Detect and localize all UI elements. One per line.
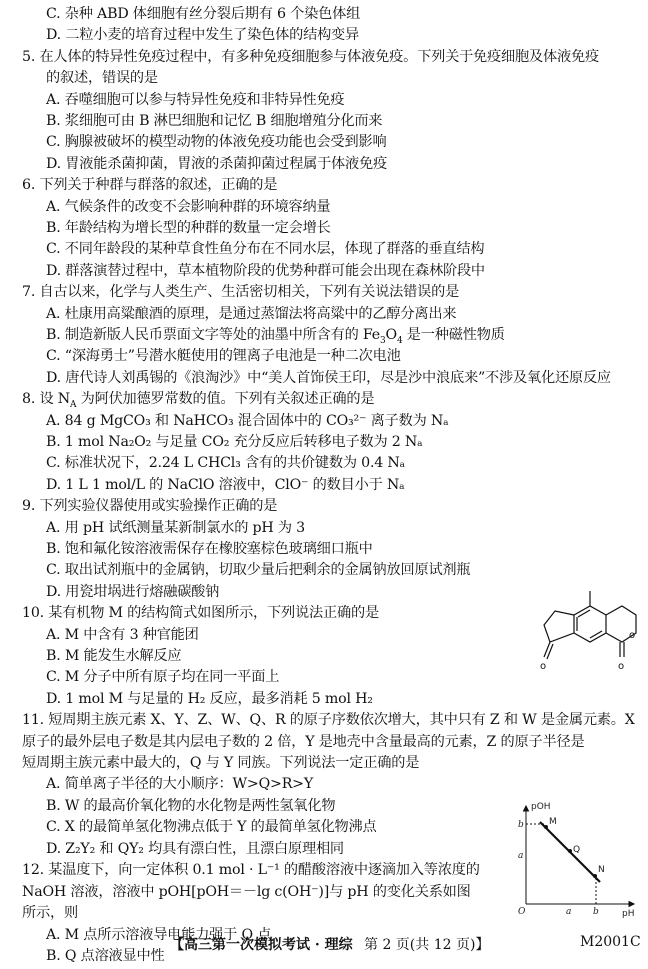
q12-stem-line1: 12. 某温度下，向一定体积 0.1 mol · L⁻¹ 的醋酸溶液中逐滴加入等浓度的 xyxy=(22,862,480,878)
q6-option-b: B. 年龄结构为增长型的种群的数量一定会增长 xyxy=(46,220,331,236)
q10-option-d: D. 1 mol M 与足量的 H₂ 反应，最多消耗 5 mol H₂ xyxy=(46,691,373,707)
q6-stem: 6. 下列关于种群与群落的叙述，正确的是 xyxy=(22,177,278,193)
point-m-marker xyxy=(544,825,548,829)
q5-option-d: D. 胃液能杀菌抑菌，胃液的杀菌抑菌过程属于体液免疫 xyxy=(46,156,388,172)
q12-stem-line2: NaOH 溶液，溶液中 pOH[pOH＝－lg c(OH⁻)]与 pH 的变化关系如图 xyxy=(22,884,471,900)
q12-option-a: A. M 点所示溶液导电能力强于 Q 点 xyxy=(46,927,272,943)
y-tick-b: b xyxy=(518,820,524,830)
q10-option-c: C. M 分子中所有原子均在同一平面上 xyxy=(46,669,280,685)
q6-option-d: D. 群落演替过程中，草本植物阶段的优势种群可能会出现在森林阶段中 xyxy=(46,263,485,279)
origin-label: O xyxy=(518,907,526,917)
y-axis-label: pOH xyxy=(531,802,551,812)
q7-option-b: B. 制造新版人民币票面文字等处的油墨中所含有的 $Fe_3O_4$ 是一种磁性物质 xyxy=(46,327,505,346)
q9-option-c: C. 取出试剂瓶中的金属钠，切取少量后把剩余的金属钠放回原试剂瓶 xyxy=(46,562,471,578)
q5-stem-line2: 的叙述，错误的是 xyxy=(46,70,158,86)
q5-stem-line1: 5. 在人体的特异性免疫过程中，有多种免疫细胞参与体液免疫。下列关于免疫细胞及体液免疫 xyxy=(22,49,599,65)
q12-stem-line3: 所示，则 xyxy=(22,905,78,921)
q8-option-b: B. 1 mol Na₂O₂ 与足量 CO₂ 充分反应后转移电子数为 2 Nₐ xyxy=(46,434,423,450)
q12-option-b: B. Q 点溶液显中性 xyxy=(46,948,165,964)
x-tick-a: a xyxy=(566,907,572,917)
footer-exam-title: 【高三第一次模拟考试 · 理综 xyxy=(170,937,353,953)
poh-ph-graph xyxy=(510,800,640,918)
q7-option-c: C. “深海勇士”号潜水艇使用的锂离子电池是一种二次电池 xyxy=(46,348,401,364)
point-m-label: M xyxy=(549,817,557,827)
q11-option-c: C. X 的最简单氢化物沸点低于 Y 的最简单氢化物沸点 xyxy=(46,819,377,835)
point-q-marker xyxy=(568,849,572,853)
q4-option-d: D. 二粒小麦的培育过程中发生了染色体的结构变异 xyxy=(46,27,360,43)
q10-option-b: B. M 能发生水解反应 xyxy=(46,648,182,664)
q11-stem-line2: 原子的最外层电子数是其内层电子数的 2 倍，Y 是地壳中含量最高的元素，Z 的原子半径是 xyxy=(22,734,585,750)
x-axis-arrow xyxy=(629,902,634,907)
q11-option-a: A. 简单离子半径的大小顺序：W>Q>R>Y xyxy=(46,776,314,792)
point-q-label: Q xyxy=(573,845,581,855)
q8-option-c: C. 标准状况下，2.24 L CHCl₃ 含有的共价键数为 0.4 Nₐ xyxy=(46,455,405,471)
x-tick-b: b xyxy=(593,907,599,917)
q9-stem: 9. 下列实验仪器使用或实验操作正确的是 xyxy=(22,498,278,514)
q5-option-c: C. 胸腺被破坏的模型动物的体液免疫功能也会受到影响 xyxy=(46,134,387,150)
q4-option-c: C. 杂种 ABD 体细胞有丝分裂后期有 6 个染色体组 xyxy=(46,6,361,22)
q8-option-d: D. 1 L 1 mol/L 的 NaClO 溶液中，ClO⁻ 的数目小于 Nₐ xyxy=(46,477,405,493)
q8-option-a: A. 84 g MgCO₃ 和 NaHCO₃ 混合固体中的 CO₃²⁻ 离子数为 Nₐ xyxy=(46,413,449,429)
point-n-label: N xyxy=(598,865,605,875)
y-tick-a: a xyxy=(518,851,524,861)
q6-option-a: A. 气候条件的改变不会影响种群的环境容纳量 xyxy=(46,199,331,215)
q9-option-a: A. 用 pH 试纸测量某新制氯水的 pH 为 3 xyxy=(46,520,306,536)
q11-stem-line1: 11. 短周期主族元素 X、Y、Z、W、Q、R 的原子序数依次增大，其中只有 Z 和 W 是金属元素。X xyxy=(22,712,635,728)
q9-option-d: D. 用瓷坩埚进行熔融碳酸钠 xyxy=(46,584,220,600)
ring-oxygen-label: o xyxy=(629,630,636,641)
footer-paper-code: M2001C xyxy=(580,934,641,950)
x-axis-label: pH xyxy=(622,909,635,918)
q5-option-b: B. 浆细胞可由 B 淋巴细胞和记忆 B 细胞增殖分化而来 xyxy=(46,113,383,129)
q7-option-a: A. 杜康用高粱酿酒的原理，是通过蒸馏法将高粱中的乙醇分离出来 xyxy=(46,306,457,322)
q9-option-b: B. 饱和氟化铵溶液需保存在橡胶塞棕色玻璃细口瓶中 xyxy=(46,541,373,557)
molecule-structure-figure xyxy=(528,587,638,679)
q8-stem: 8. 设 $N_A$ 为阿伏加德罗常数的值。下列有关叙述正确的是 xyxy=(22,391,375,410)
ester-oxygen-label: o xyxy=(618,661,625,672)
q6-option-c: C. 不同年龄段的某种草食性鱼分布在不同水层，体现了群落的垂直结构 xyxy=(46,241,485,257)
q5-option-a: A. 吞噬细胞可以参与特异性免疫和非特异性免疫 xyxy=(46,92,345,108)
footer-page-number: 第 2 页(共 12 页)】 xyxy=(364,937,490,953)
q11-option-d: D. Z₂Y₂ 和 QY₂ 均具有漂白性，且漂白原理相同 xyxy=(46,841,344,857)
ketone-oxygen-label: o xyxy=(540,661,547,672)
q11-stem-line3: 短周期主族元素中最大的，Q 与 Y 同族。下列说法一定正确的是 xyxy=(22,755,420,771)
q7-stem: 7. 自古以来，化学与人类生产、生活密切相关，下列有关说法错误的是 xyxy=(22,284,460,300)
y-axis-arrow xyxy=(524,806,529,811)
q7-option-d: D. 唐代诗人刘禹锡的《浪淘沙》中“美人首饰侯王印，尽是沙中浪底来”不涉及氧化还原反应 xyxy=(46,370,611,386)
q11-option-b: B. W 的最高价氧化物的水化物是两性氢氧化物 xyxy=(46,798,336,814)
q10-option-a: A. M 中含有 3 种官能团 xyxy=(46,627,199,643)
q10-stem: 10. 某有机物 M 的结构简式如图所示，下列说法正确的是 xyxy=(22,605,379,621)
point-n-marker xyxy=(593,874,597,878)
